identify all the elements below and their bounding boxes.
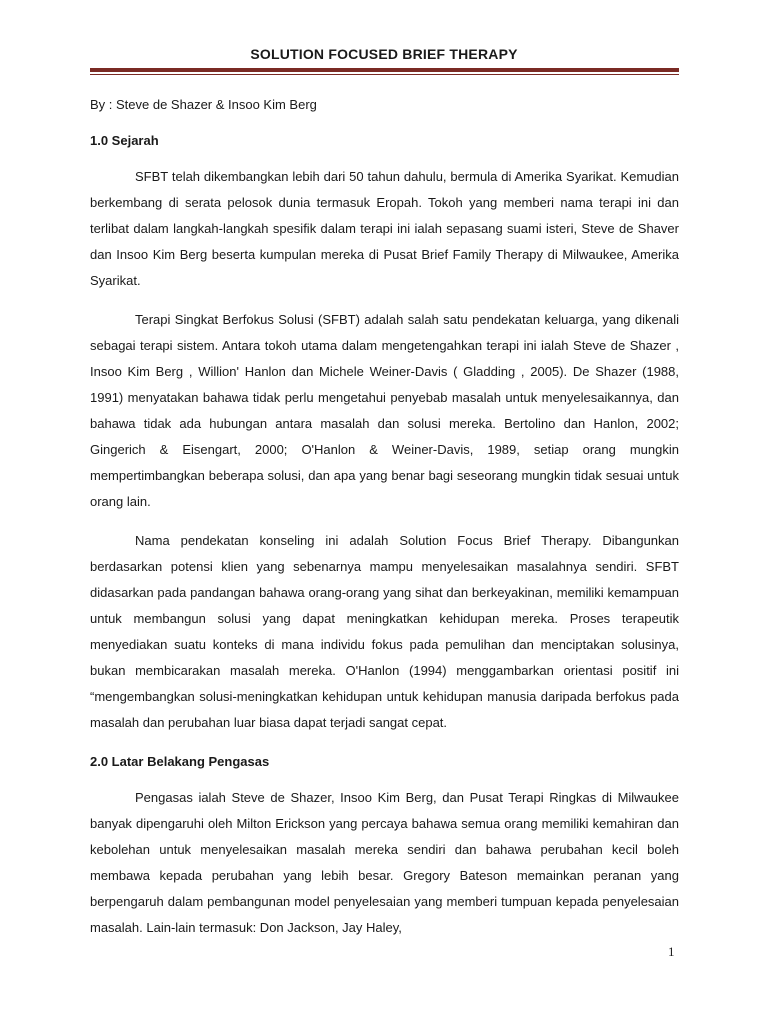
section-latar-belakang-pengasas: [90, 749, 679, 941]
section-heading: 2.0 Latar Belakang Pengasas: [90, 754, 270, 769]
document-body: [90, 92, 679, 954]
paragraph: Pengasas ialah Steve de Shazer, Insoo Kim Berg, dan Pusat Terapi Ringkas di Milwaukee banyak dipengaruhi oleh Milton Erickson yang percaya bahawa semua orang memiliki kemahiran dan kebolehan untuk menyelesaikan masalah mereka sendiri dan bahawa perubahan kecil boleh membawa kepada perubahan yang lebih besar. Gregory Bateson memainkan peranan yang berpengaruh dalam pembangunan model penyelesaian yang memberi tumpuan kepada penyelesaian masalah. Lain-lain termasuk: Don Jackson, Jay Haley,: [90, 790, 679, 935]
header-rule-thick: [90, 68, 679, 72]
byline: By : Steve de Shazer & Insoo Kim Berg: [90, 97, 317, 112]
section-heading: 1.0 Sejarah: [90, 133, 159, 148]
section-sejarah: [90, 128, 679, 736]
page-number: 1: [668, 944, 675, 959]
paragraph: Terapi Singkat Berfokus Solusi (SFBT) adalah salah satu pendekatan keluarga, yang dikenali sebagai terapi sistem. Antara tokoh utama dalam mengetengahkan terapi ini ialah Steve de Shazer , Insoo Kim Berg , Willion' Hanlon dan Michele Weiner-Davis ( Gladding , 2005). De Shazer (1988, 1991) menyatakan bahawa tidak perlu mengetahui penyebab masalah untuk menyelesaikannya, dan bahawa tidak ada hubungan antara masalah dan solusi mereka. Bertolino dan Hanlon, 2002; Gingerich & Eisengart, 2000; O'Hanlon & Weiner-Davis, 1989, setiap orang mungkin mempertimbangkan beberapa solusi, dan apa yang benar bagi seseorang mungkin tidak sesuai untuk orang lain.: [90, 312, 679, 509]
paragraph: SFBT telah dikembangkan lebih dari 50 tahun dahulu, bermula di Amerika Syarikat. Kemudian berkembang di serata pelosok dunia termasuk Eropah. Tokoh yang memberi nama terapi ini dan terlibat dalam langkah-langkah spesifik dalam terapi ini ialah sepasang suami isteri, Steve de Shaver dan Insoo Kim Berg beserta kumpulan mereka di Pusat Brief Family Therapy di Milwaukee, Amerika Syarikat.: [90, 169, 679, 288]
document-header-title: SOLUTION FOCUSED BRIEF THERAPY: [250, 46, 518, 62]
paragraph: Nama pendekatan konseling ini adalah Solution Focus Brief Therapy. Dibangunkan berdasarkan potensi klien yang sebenarnya mampu menyelesaikan masalahnya sendiri. SFBT didasarkan pada pandangan bahawa orang-orang yang sihat dan berkeyakinan, memiliki kemampuan untuk membangun solusi yang dapat meningkatkan kehidupan mereka. Proses terapeutik menyediakan suatu konteks di mana individu fokus pada pemulihan dan menciptakan solusinya, bukan membicarakan masalah mereka. O'Hanlon (1994) menggambarkan orientasi positif ini “mengembangkan solusi-meningkatkan kehidupan untuk kehidupan manusia daripada berfokus pada masalah dan perubahan luar biasa dapat terjadi sangat cepat.: [90, 533, 679, 730]
header-rule-thin: [90, 74, 679, 75]
